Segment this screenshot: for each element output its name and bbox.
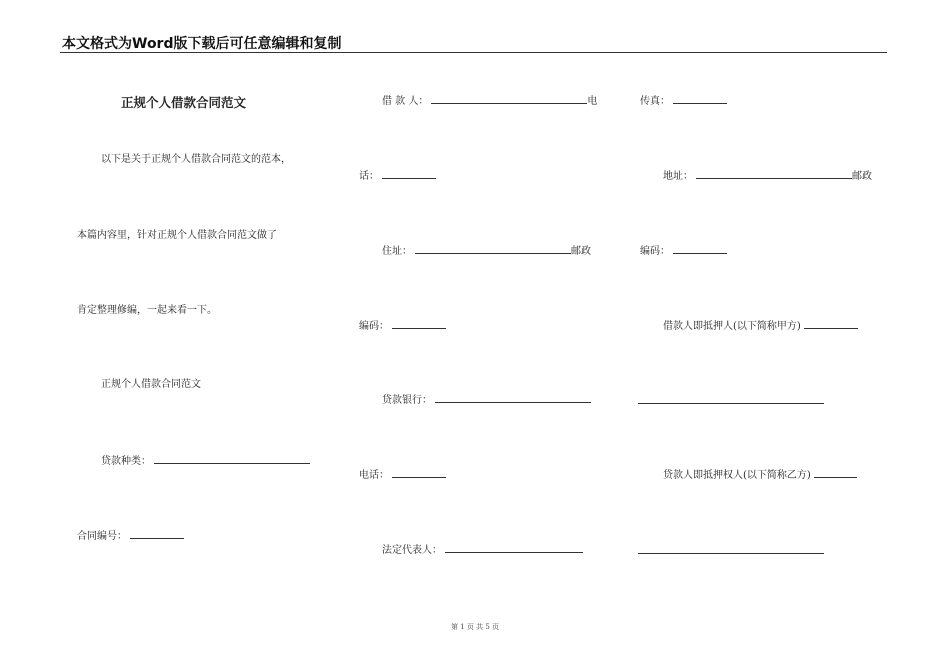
document-header: 本文格式为Word版下载后可任意编辑和复制 bbox=[62, 36, 342, 52]
fax-blank bbox=[673, 93, 727, 104]
borrower-postcode-label: 编码： bbox=[359, 321, 389, 332]
lender-address-blank bbox=[696, 168, 852, 179]
intro-line-3: 肯定整理修编，一起来看一下。 bbox=[77, 305, 217, 316]
lender-address-field bbox=[663, 168, 872, 184]
borrower-postal-suffix: 邮政 bbox=[571, 246, 591, 257]
fax-label: 传真： bbox=[640, 96, 670, 107]
mortgagee-blank bbox=[814, 467, 857, 478]
mortgagor-label: 借款人即抵押人(以下简称甲方) bbox=[663, 321, 801, 332]
lender-postcode-field bbox=[640, 243, 727, 259]
borrower-postcode-blank bbox=[392, 318, 446, 329]
borrower-address-label: 住址： bbox=[382, 246, 412, 257]
bank-field bbox=[382, 392, 591, 408]
contract-no-field bbox=[77, 528, 184, 544]
page-number: 第 1 页 共 5 页 bbox=[450, 623, 500, 631]
borrower-label: 借 款 人： bbox=[382, 96, 429, 107]
lender-postcode-blank bbox=[673, 243, 727, 254]
mortgagee-field bbox=[663, 467, 857, 483]
legal-rep-blank bbox=[445, 542, 583, 553]
phone-label: 电话： bbox=[359, 470, 389, 481]
intro-line-2: 本篇内容里，针对正规个人借款合同范文做了 bbox=[77, 230, 277, 241]
fax-field bbox=[640, 93, 727, 109]
loan-type-label: 贷款种类： bbox=[101, 456, 151, 467]
bank-blank bbox=[435, 392, 591, 403]
borrower-tel-label: 话： bbox=[359, 171, 379, 182]
borrower-address-blank bbox=[415, 243, 571, 254]
borrower-tel-suffix: 电 bbox=[587, 96, 598, 107]
lender-address-label: 地址： bbox=[663, 171, 693, 182]
loan-type-field bbox=[101, 453, 310, 469]
borrower-tel-field bbox=[359, 168, 436, 184]
legal-rep-field bbox=[382, 542, 583, 558]
phone-field bbox=[359, 467, 446, 483]
loan-type-blank bbox=[154, 453, 310, 464]
mortgagee-name-line bbox=[638, 553, 824, 554]
phone-blank bbox=[392, 467, 446, 478]
bank-label: 贷款银行： bbox=[382, 395, 432, 406]
lender-postcode-label: 编码： bbox=[640, 246, 670, 257]
contract-no-blank bbox=[130, 528, 184, 539]
header-divider bbox=[60, 52, 887, 53]
borrower-postcode-field bbox=[359, 318, 446, 334]
lender-postal-suffix: 邮政 bbox=[852, 171, 872, 182]
borrower-tel-blank bbox=[382, 168, 436, 179]
mortgagor-name-line bbox=[638, 403, 824, 404]
mortgagee-label: 贷款人即抵押权人(以下简称乙方) bbox=[663, 470, 811, 481]
mortgagor-blank bbox=[804, 318, 858, 329]
legal-rep-label: 法定代表人： bbox=[382, 545, 442, 556]
document-title: 正规个人借款合同范文 bbox=[121, 95, 247, 110]
mortgagor-field bbox=[663, 318, 858, 334]
borrower-blank bbox=[431, 93, 587, 104]
intro-line-1: 以下是关于正规个人借款合同范文的范本， bbox=[101, 154, 291, 165]
borrower-field bbox=[382, 93, 597, 109]
section-subtitle: 正规个人借款合同范文 bbox=[101, 379, 201, 390]
borrower-address-field bbox=[382, 243, 591, 259]
contract-no-label: 合同编号： bbox=[77, 531, 127, 542]
